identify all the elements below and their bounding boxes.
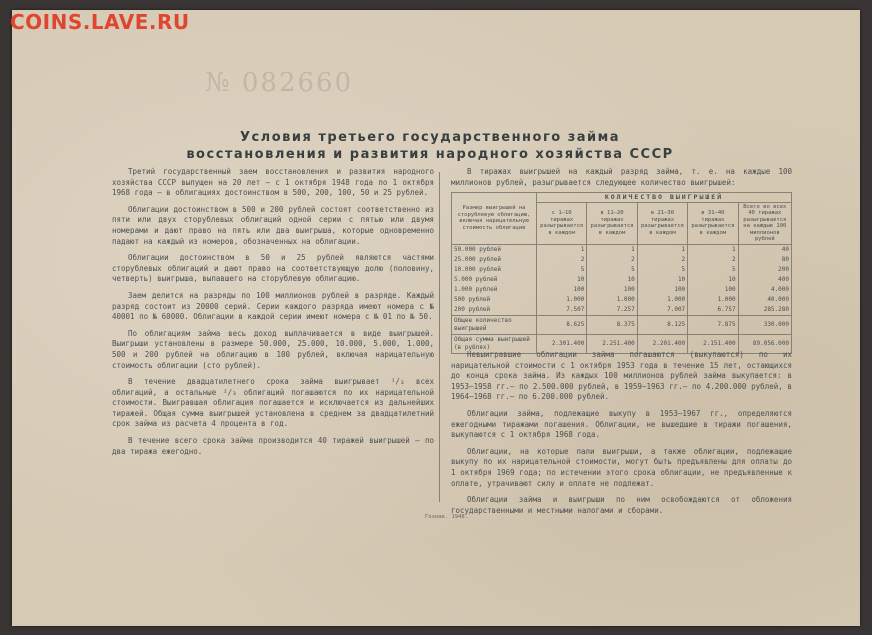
left-column xyxy=(112,167,434,463)
table-cell: 1.000 рублей xyxy=(452,285,537,295)
table-cell: 80 xyxy=(738,255,791,265)
table-cell: 2.251.400 xyxy=(587,334,637,353)
table-subheader: в 11—20 тиражах разыгрывается в каждом xyxy=(587,202,637,244)
paragraph: По облигациям займа весь доход выплачивается в виде выигрышей. Выигрыши установлены в размере 50.000, 25.000, 10.000, 5.000, 1.000, 500 и 200 рублей на облигацию в 100 рублей, включая нарицательную стоимость облигации (сто рублей). xyxy=(112,328,434,370)
table-cell: 2.151.400 xyxy=(688,334,738,353)
table-cell: 10 xyxy=(688,275,738,285)
table-row xyxy=(452,285,792,295)
table-cell: 7.257 xyxy=(587,305,637,316)
table-cell: 400 xyxy=(738,275,791,285)
table-cell: 5 xyxy=(688,265,738,275)
table-total-row xyxy=(452,315,792,334)
paragraph: В течение двадцатилетнего срока займа выигрывает ¹/₃ всех облигаций, а остальные ²/₃ облигаций погашаются по их нарицательной стоимости. Выигравшая облигация погашается и исключается из дальнейших тиражей. Общая сумма выигрышей установлена в среднем за двадцатилетний срок займа из расчета 4 процента в год. xyxy=(112,377,434,429)
table-cell: 10 xyxy=(587,275,637,285)
table-cell: 7.507 xyxy=(537,305,587,316)
table-row xyxy=(452,305,792,316)
site-watermark: COINS.LAVE.RU xyxy=(10,10,190,34)
paragraph: В тиражах выигрышей на каждый разряд займа, т. е. на каждые 100 миллионов рублей, разыгрывается следующее количество выигрышей: xyxy=(451,167,792,187)
title-line-1: Условия третьего государственного займа xyxy=(239,130,621,145)
table-cell: 2 xyxy=(587,255,637,265)
table-cell: 500 рублей xyxy=(452,295,537,305)
table-cell: 6.757 xyxy=(688,305,738,316)
table-cell: 7.007 xyxy=(637,305,687,316)
table-cell: Общая сумма выигрышей (в рублях) xyxy=(452,334,537,353)
column-divider xyxy=(439,172,440,502)
table-cell: 2.301.400 xyxy=(537,334,587,353)
table-cell: 1 xyxy=(587,244,637,255)
right-intro xyxy=(451,167,792,194)
paragraph: Облигации займа и выигрыши по ним освобождаются от обложения государственными и местными налогами и сборами. xyxy=(451,495,792,515)
table-subheader: с 1—10 тиражах разыгрывается в каждом xyxy=(537,202,587,244)
table-cell: 1 xyxy=(537,244,587,255)
table-subheader: в 31—40 тиражах разыгрывается в каждом xyxy=(688,202,738,244)
table-cell: 10.000 рублей xyxy=(452,265,537,275)
table-cell: 1.000 xyxy=(587,295,637,305)
paragraph: Невыигравшие облигации займа погашаются (выкупаются) по их нарицательной стоимости с 1 октября 1953 года в течение 15 лет, остающихся до конца срока займа. Из каждых 100 миллионов рублей займа выкупается: в 1953—1958 гг.— по 2.500.000 рублей, в 1959—1963 гг.— по 4.200.000 рублей, в 1964—1968 гг.— по 6.200.000 рублей. xyxy=(451,350,792,402)
table-cell: 2 xyxy=(688,255,738,265)
table-cell: 8.125 xyxy=(637,315,687,334)
paragraph: Заем делится на разряды по 100 миллионов рублей в разряде. Каждый разряд состоит из 20000 серий. Серии каждого разряда имеют номера с № 40001 по № 60000. Облигации в каждой серии имеют номера с № 01 по № 50. xyxy=(112,290,434,322)
paragraph: Третий государственный заем восстановления и развития народного хозяйства СССР выпущен на 20 лет — с 1 октября 1948 года по 1 октября 1968 года — в облигациях достоинством в 500, 200, 100, 50 и 25 рублей. xyxy=(112,167,434,198)
table-cell: 40 xyxy=(738,244,791,255)
ghost-serial-number: № 082660 xyxy=(205,68,354,98)
title-line-2: восстановления и развития народного хозяйства СССР xyxy=(186,147,674,162)
paragraph: Облигации достоинством в 50 и 25 рублей являются частями сторублевых облигаций и дают право на соответствующую долю (половину, четверть) выигрыша, выпавшего на сторублевую облигацию. xyxy=(112,253,434,284)
table-cell: 285.280 xyxy=(738,305,791,316)
table-cell: 2 xyxy=(637,255,687,265)
paragraph: Облигации, на которые пали выигрыши, а также облигации, подлежащие выкупу по их нарицательной стоимости, могут быть предъявлены для оплаты до 1 октября 1969 года; по истечении этого срока облигации, не предъявленные к оплате, утрачивают силу и оплате не подлежат. xyxy=(451,446,792,488)
table-header-group: КОЛИЧЕСТВО ВЫИГРЫШЕЙ xyxy=(537,193,792,203)
table-row xyxy=(452,244,792,255)
table-cell: 7.875 xyxy=(688,315,738,334)
table-header-prize-size: Размер выигрышей на сторублевую облигацию, включая нарицательную стоимость облигации xyxy=(452,193,537,245)
table-cell: 100 xyxy=(688,285,738,295)
table-cell: 2.201.400 xyxy=(637,334,687,353)
table-cell: 5.000 рублей xyxy=(452,275,537,285)
table-cell: 200 рублей xyxy=(452,305,537,316)
paragraph: Облигации достоинством в 500 и 200 рублей состоят соответственно из пяти или двух сторублевых облигаций одной серии с пятью или двумя номерами и дают право на пять или два выигрыша, которые одновременно падают на каждый из номеров, обозначенных на облигации. xyxy=(112,204,434,246)
table-cell: 1 xyxy=(688,244,738,255)
table-cell: 4.000 xyxy=(738,285,791,295)
table-subheader: Всего во всех 40 тиражах разыгрывается на каждые 100 миллионов рублей xyxy=(738,202,791,244)
table-cell: 25.000 рублей xyxy=(452,255,537,265)
table-subheader: в 21—30 тиражах разыгрывается в каждом xyxy=(637,202,687,244)
table-cell: 1.000 xyxy=(637,295,687,305)
table-cell: 200 xyxy=(738,265,791,275)
table-cell: 5 xyxy=(537,265,587,275)
prize-table xyxy=(451,192,792,354)
right-column xyxy=(451,350,792,522)
table-cell: 40.000 xyxy=(738,295,791,305)
paragraph: Облигации займа, подлежащие выкупу в 1953—1967 гг., определяются ежегодными тиражами погашения. Облигации, не вышедшие в тиражи погашения, выкупаются с 1 октября 1968 года. xyxy=(451,408,792,440)
table-cell: 8.375 xyxy=(587,315,637,334)
table-cell: 1.000 xyxy=(537,295,587,305)
table-cell: 100 xyxy=(587,285,637,295)
table-cell: 2 xyxy=(537,255,587,265)
table-row xyxy=(452,255,792,265)
table-cell: 50.000 рублей xyxy=(452,244,537,255)
table-cell: 10 xyxy=(637,275,687,285)
table-cell: 10 xyxy=(537,275,587,285)
table-cell: 1.000 xyxy=(688,295,738,305)
paragraph: В течение всего срока займа производится 40 тиражей выигрышей — по два тиража ежегодно. xyxy=(112,436,434,456)
printer-mark: Гознак. 1948. xyxy=(425,514,469,520)
table-cell: 5 xyxy=(637,265,687,275)
table-row xyxy=(452,295,792,305)
table-row xyxy=(452,275,792,285)
table-cell: 1 xyxy=(637,244,687,255)
table-cell: 330.000 xyxy=(738,315,791,334)
table-cell: 100 xyxy=(637,285,687,295)
table-row xyxy=(452,265,792,275)
table-cell: Общее количество выигрышей xyxy=(452,315,537,334)
table-cell: 8.625 xyxy=(537,315,587,334)
table-cell: 100 xyxy=(537,285,587,295)
table-cell: 5 xyxy=(587,265,637,275)
table-cell: 89.056.000 xyxy=(738,334,791,353)
